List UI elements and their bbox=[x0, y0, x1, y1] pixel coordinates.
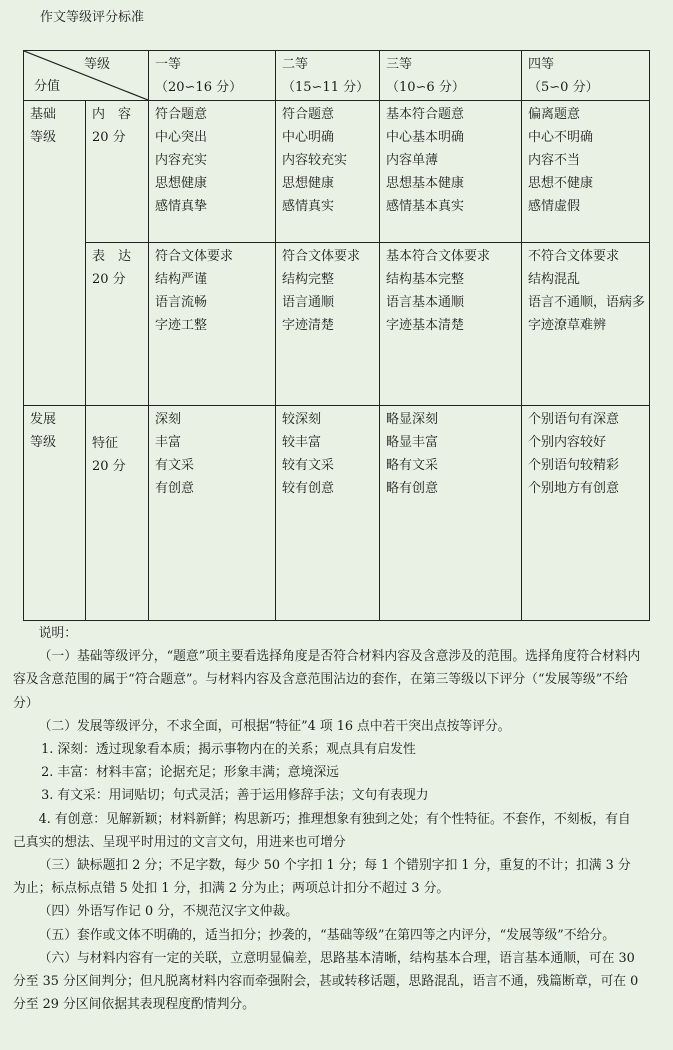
criterion-line: 个别内容较好 bbox=[528, 435, 607, 450]
criterion-line: 语言通顺 bbox=[282, 295, 335, 310]
criterion-line: 思想健康 bbox=[282, 176, 335, 191]
criterion-line: 内容较充实 bbox=[282, 153, 348, 168]
cell-content-2 bbox=[276, 101, 380, 243]
cell-expression-1 bbox=[149, 243, 276, 406]
criterion-line: 字迹潦草难辨 bbox=[528, 318, 607, 333]
corner-grade-label: 等级 bbox=[83, 57, 110, 72]
cell-feature-1 bbox=[149, 406, 276, 621]
criterion-line: 个别语句有深意 bbox=[528, 412, 620, 427]
criterion-line: 有创意 bbox=[155, 481, 195, 496]
note-2-item: 1. 深刻：透过现象看本质；揭示事物内在的关系；观点具有启发性 bbox=[41, 742, 416, 758]
level-header-3: 三等 （10∽6 分） bbox=[380, 51, 522, 101]
criterion-line: 内容单薄 bbox=[386, 153, 439, 168]
criterion-line: 感情真挚 bbox=[155, 199, 208, 214]
criterion-line: 基本符合题意 bbox=[386, 107, 465, 122]
cell-expression-4 bbox=[522, 243, 650, 406]
criterion-line: 字迹工整 bbox=[155, 318, 208, 333]
criterion-line: 略有文采 bbox=[386, 458, 439, 473]
criterion-line: 语言基本通顺 bbox=[386, 295, 465, 310]
level-header-4: 四等 （5∽0 分） bbox=[522, 51, 650, 101]
criterion-line: 略有创意 bbox=[386, 481, 439, 496]
cell-content-1 bbox=[149, 101, 276, 243]
note-2-item-4: 4. 有创意：见解新颖；材料新鲜；构思新巧；推理想象有独到之处；有个性特征。不套作，不刻板，有自己真实的想法、呈现平时用过的文言文句，用进来也可增分 bbox=[13, 811, 631, 850]
criterion-line: 结构严谨 bbox=[155, 272, 208, 287]
criterion-line: 较有创意 bbox=[282, 481, 335, 496]
criterion-line: 结构完整 bbox=[282, 272, 335, 287]
criterion-line: 结构混乱 bbox=[528, 272, 581, 287]
cell-feature-4 bbox=[522, 406, 650, 621]
level-header-1: 一等 （20∽16 分） bbox=[149, 51, 276, 101]
criterion-line: 内容充实 bbox=[155, 153, 208, 168]
criterion-line: 较丰富 bbox=[282, 435, 322, 450]
criterion-line: 语言流畅 bbox=[155, 295, 208, 310]
note-4: （四）外语写作记 0 分，不规范汉字文仲裁。 bbox=[38, 904, 299, 920]
cell-expression-2 bbox=[276, 243, 380, 406]
criterion-line: 内容不当 bbox=[528, 153, 581, 168]
criterion-line: 中心明确 bbox=[282, 130, 335, 145]
header-corner-cell bbox=[24, 51, 149, 101]
note-2-item: 2. 丰富：材料丰富；论据充足；形象丰满；意境深远 bbox=[41, 765, 339, 781]
criterion-line: 中心突出 bbox=[155, 130, 208, 145]
criterion-line: 感情虚假 bbox=[528, 199, 581, 214]
criterion-line: 思想基本健康 bbox=[386, 176, 465, 191]
criterion-line: 有文采 bbox=[155, 458, 195, 473]
criterion-line: 基本符合文体要求 bbox=[386, 249, 491, 264]
criterion-line: 丰富 bbox=[155, 435, 182, 450]
cell-feature-2 bbox=[276, 406, 380, 621]
criterion-line: 不符合文体要求 bbox=[528, 249, 620, 264]
criterion-line: 语言不通顺，语病多 bbox=[528, 295, 646, 310]
criterion-line: 偏离题意 bbox=[528, 107, 581, 122]
scoring-table bbox=[23, 50, 650, 621]
criterion-line: 较有文采 bbox=[282, 458, 335, 473]
criterion-line: 字迹清楚 bbox=[282, 318, 335, 333]
corner-score-label: 分值 bbox=[34, 79, 61, 94]
cell-expression-3 bbox=[380, 243, 522, 406]
cell-content-4 bbox=[522, 101, 650, 243]
note-5: （五）套作或文体不明确的，适当扣分；抄袭的，“基础等级”在第四等之内评分，“发展等级”不给分。 bbox=[38, 927, 616, 943]
cell-feature-3 bbox=[380, 406, 522, 621]
item-feature: 特征 20 分 bbox=[86, 406, 149, 621]
note-2-item: 3. 有文采：用词贴切；句式灵活；善于运用修辞手法；文句有表现力 bbox=[41, 788, 429, 804]
notes-heading: 说明： bbox=[38, 626, 77, 641]
criterion-line: 个别语句较精彩 bbox=[528, 458, 620, 473]
note-2: （二）发展等级评分，不求全面，可根据“特征”4 项 16 点中若干突出点按等评分。 bbox=[38, 718, 511, 734]
group-basic: 基础 等级 bbox=[24, 101, 86, 406]
criterion-line: 符合文体要求 bbox=[282, 249, 361, 264]
criterion-line: 符合题意 bbox=[155, 107, 208, 122]
criterion-line: 中心基本明确 bbox=[386, 130, 465, 145]
notes-section bbox=[13, 622, 643, 1016]
criterion-line: 符合文体要求 bbox=[155, 249, 234, 264]
criterion-line: 个别地方有创意 bbox=[528, 481, 620, 496]
criterion-line: 中心不明确 bbox=[528, 130, 594, 145]
group-development: 发展 等级 bbox=[24, 406, 86, 621]
criterion-line: 字迹基本清楚 bbox=[386, 318, 465, 333]
criterion-line: 略显丰富 bbox=[386, 435, 439, 450]
note-6: （六）与材料内容有一定的关联，立意明显偏差，思路基本清晰，结构基本合理，语言基本通顺，可在 30 分至 35 分区间判分；但凡脱离材料内容而牵强附会，甚或转移话题，思路混乱，语言不通，残篇断章，可在 0 分至 29 分区间依据其表现程度酌情判分。 bbox=[13, 950, 639, 1013]
note-3: （三）缺标题扣 2 分；不足字数，每少 50 个字扣 1 分；每 1 个错别字扣 1 分，重复的不计；扣满 3 分为止；标点标点错 5 处扣 1 分，扣满 2 分为止；两项总计扣分不超过 3 分。 bbox=[13, 858, 631, 897]
cell-content-3 bbox=[380, 101, 522, 243]
criterion-line: 思想不健康 bbox=[528, 176, 594, 191]
item-content: 内 容 20 分 bbox=[86, 101, 149, 243]
item-expression: 表 达 20 分 bbox=[86, 243, 149, 406]
note-1: （一）基础等级评分，“题意”项主要看选择角度是否符合材料内容及含意涉及的范围。选择角度符合材料内容及含意范围的属于“符合题意”。与材料内容及含意范围沾边的套作，在第三等级以下评分（“发展等级”不给分） bbox=[13, 649, 641, 711]
criterion-line: 深刻 bbox=[155, 412, 182, 427]
level-header-2: 二等 （15∽11 分） bbox=[276, 51, 380, 101]
criterion-line: 思想健康 bbox=[155, 176, 208, 191]
criterion-line: 较深刻 bbox=[282, 412, 322, 427]
criterion-line: 符合题意 bbox=[282, 107, 335, 122]
criterion-line: 感情真实 bbox=[282, 199, 335, 214]
criterion-line: 结构基本完整 bbox=[386, 272, 465, 287]
criterion-line: 略显深刻 bbox=[386, 412, 439, 427]
criterion-line: 感情基本真实 bbox=[386, 199, 465, 214]
page-title: 作文等级评分标准 bbox=[40, 10, 145, 25]
